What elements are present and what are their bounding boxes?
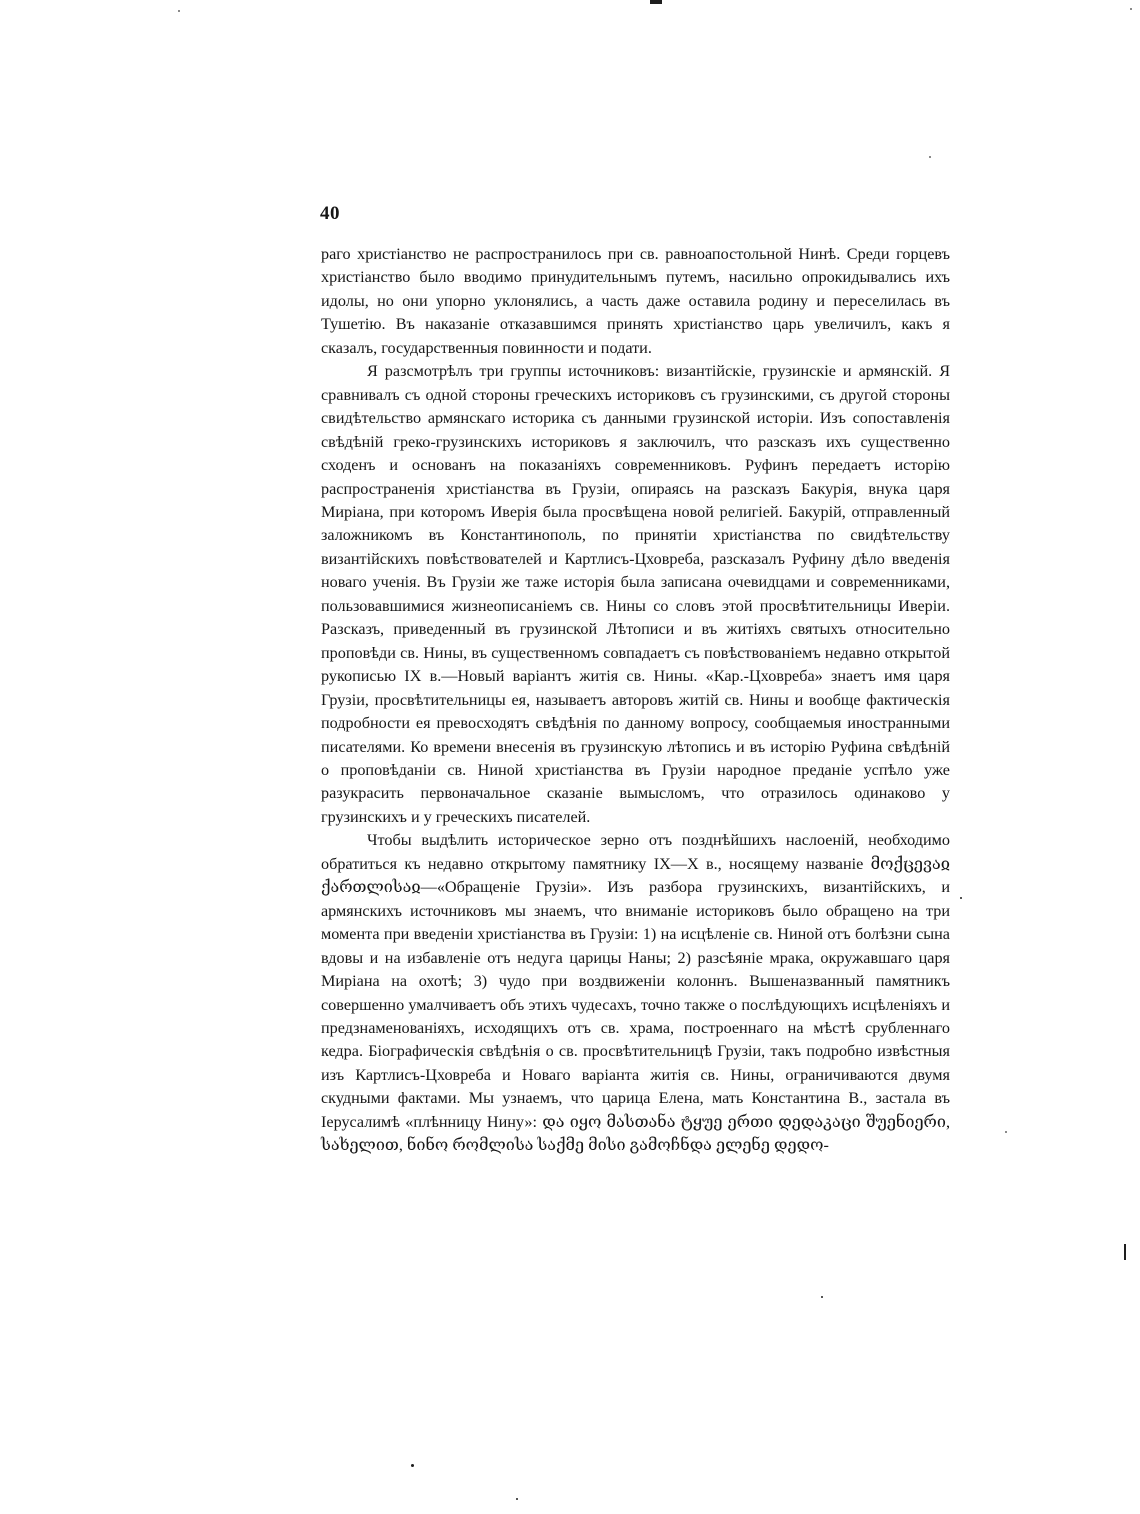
scan-speck	[1005, 1131, 1007, 1133]
scan-dot	[960, 897, 962, 899]
body-text	[321, 243, 950, 1158]
scan-artifact-top-dash	[650, 0, 662, 4]
scan-dot	[411, 1464, 414, 1467]
scan-speck	[1130, 8, 1132, 10]
scan-edge-mark	[1124, 1244, 1126, 1260]
scan-speck	[929, 156, 931, 158]
paragraph-2: Я разсмотрѣлъ три группы источниковъ: византійскіе, грузинскіе и армянскій. Я сравнивалъ съ одной стороны греческихъ историковъ съ грузинскими, съ другой стороны свидѣтельство армянскаго историка съ данными грузинской исторіи. Изъ сопоставленія свѣдѣній греко-грузинскихъ историковъ я заключилъ, что разсказъ ихъ существенно сходенъ и основанъ на показаніяхъ современниковъ. Руфинъ передаетъ исторію распространенія христіанства въ Грузіи, опираясь на разсказъ Бакурія, внука царя Миріана, при которомъ Иверія была просвѣщена новой религіей. Бакурій, отправленный заложникомъ въ Константинополь, по принятіи христіанства по свидѣтельству византійскихъ повѣствователей и Картлисъ-Цховреба, разсказалъ Руфину дѣло введенія новаго ученія. Въ Грузіи же таже исторія была записана очевидцами и современниками, пользовавшимися жизнеописаніемъ св. Нины со словъ этой просвѣтительницы Иверіи. Разсказъ, приведенный въ грузинской Лѣтописи и въ житіяхъ святыхъ относительно проповѣди св. Нины, въ существенномъ совпадаетъ съ повѣствованіемъ недавно открытой рукописью IX в.—Новый варіантъ житія св. Нины. «Кар.-Цховреба» знаетъ имя царя Грузіи, просвѣтительницы ея, называетъ авторовъ житій св. Нины и вообще фактическія подробности ея превосходятъ свѣдѣнія по данному вопросу, сообщаемыя иностранными писателями. Ко времени внесенія въ грузинскую лѣтопись и въ исторію Руфина свѣдѣній о проповѣданіи св. Ниной христіанства въ Грузіи народное преданіе успѣло уже разукрасить первоначальное сказаніе вымысломъ, что отразилось одинаково у грузинскихъ и у греческихъ писателей.	[321, 362, 950, 826]
scan-dot	[516, 1498, 518, 1500]
scan-speck	[178, 10, 180, 12]
paragraph-1: раго христіанство не распространилось при св. равноапостольной Нинѣ. Среди горцевъ христіанство было вводимо принудительнымъ путемъ, насильно опрокидывались ихъ идолы, но они упорно уклонялись, а часть даже оставила родину и переселилась въ Тушетію. Въ наказаніе отказавшимся принять христіанство царь увеличилъ, какъ я сказалъ, государственныя повинности и подати.	[321, 245, 950, 357]
page-number: 40	[320, 203, 340, 224]
scan-dot	[821, 1296, 823, 1298]
paragraph-3: Чтобы выдѣлить историческое зерно отъ позднѣйшихъ наслоеній, необходимо обратиться къ недавно открытому памятнику IX—X в., носящему названіе მოქცევაჲ ქართლისაჲ—«Обращеніе Грузіи». Изъ разбора грузинскихъ, византійскихъ, и армянскихъ источниковъ мы знаемъ, что вниманіе историковъ было обращено на три момента при введеніи христіанства въ Грузіи: 1) на исцѣленіе св. Ниной отъ болѣзни сына вдовы и на избавленіе отъ недуга царицы Наны; 2) разсѣяніе мрака, окружавшаго царя Миріана на охотѣ; 3) чудо при воздвиженіи колоннъ. Вышеназванный памятникъ совершенно умалчиваетъ объ этихъ чудесахъ, точно также о послѣдующихъ исцѣленіяхъ и предзнаменованіяхъ, исходящихъ отъ св. храма, построеннаго на мѣстѣ срубленнаго кедра. Біографическія свѣдѣнія о св. просвѣтительницѣ Грузіи, такъ подробно извѣстныя изъ Картлисъ-Цховреба и Новаго варіанта житія св. Нины, ограничиваются двумя скудными фактами. Мы узнаемъ, что царица Елена, мать Константина В., застала въ Іерусалимѣ «плѣнницу Нину»: და იყო მასთანა ტყუე ერთი დედაკაცი შუენიერი, სახელით, ნინო რომლისა საქმე მისი გამოჩნდა ელენე დედო-	[321, 831, 950, 1155]
